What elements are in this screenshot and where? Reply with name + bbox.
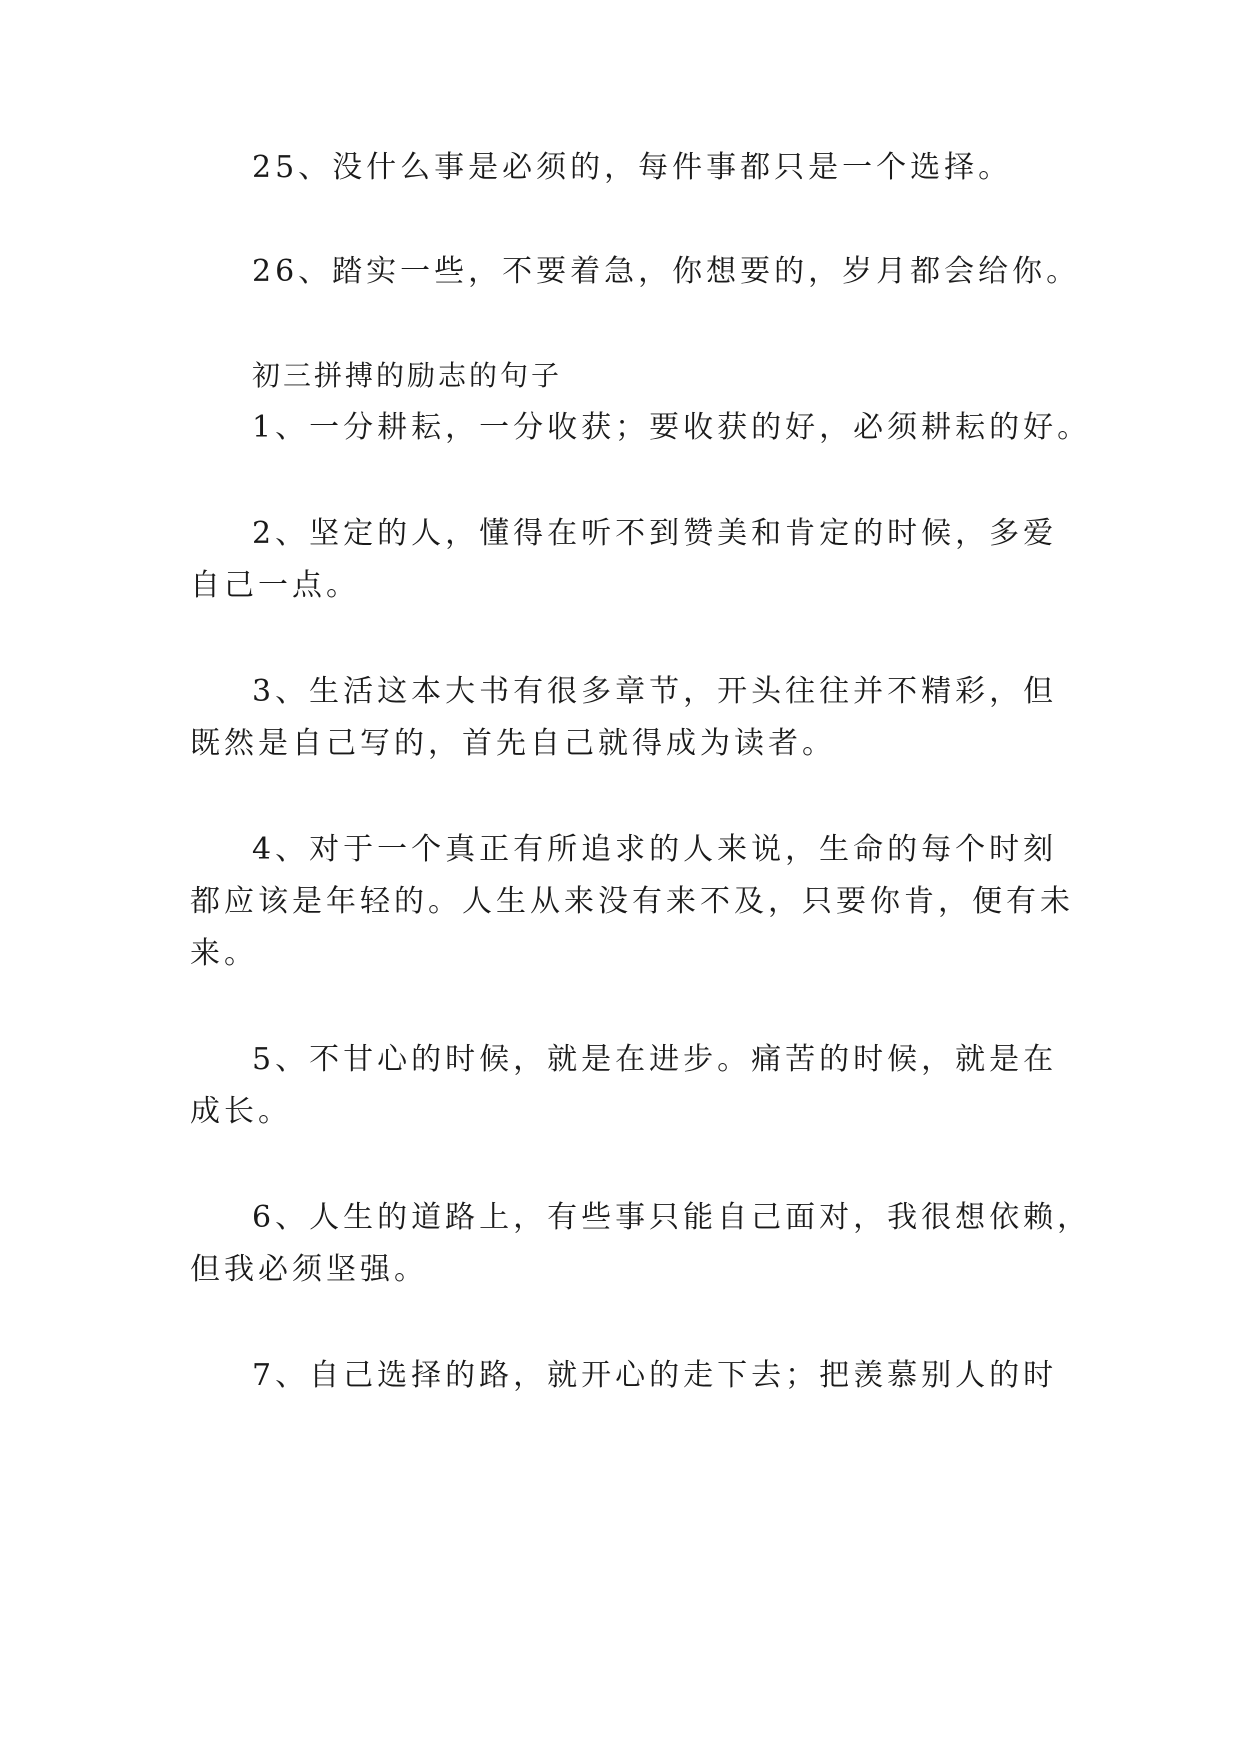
quote-2-line-2: 自己一点。 [190, 568, 360, 603]
quote-3-line-1: 3、生活这本大书有很多章节，开头往往并不精彩，但 [252, 674, 1058, 709]
quote-4-line-3: 来。 [190, 936, 258, 971]
quote-26: 26、踏实一些，不要着急，你想要的，岁月都会给你。 [252, 254, 1081, 289]
section-heading: 初三拼搏的励志的句子 [252, 359, 563, 392]
quote-3-line-2: 既然是自己写的，首先自己就得成为读者。 [190, 726, 836, 761]
quote-2-line-1: 2、坚定的人，懂得在听不到赞美和肯定的时候，多爱 [252, 516, 1058, 551]
quote-7-line-1: 7、自己选择的路，就开心的走下去；把羡慕别人的时 [252, 1358, 1058, 1393]
quote-4-line-2: 都应该是年轻的。人生从来没有来不及，只要你肯，便有未 [190, 884, 1074, 919]
quote-1: 1、一分耕耘，一分收获；要收获的好，必须耕耘的好。 [252, 410, 1092, 445]
quote-5-line-1: 5、不甘心的时候，就是在进步。痛苦的时候，就是在 [252, 1042, 1058, 1077]
quote-4-line-1: 4、对于一个真正有所追求的人来说，生命的每个时刻 [252, 832, 1058, 867]
quote-6-line-2: 但我必须坚强。 [190, 1252, 428, 1287]
quote-6-line-1: 6、人生的道路上，有些事只能自己面对，我很想依赖， [252, 1200, 1092, 1235]
quote-5-line-2: 成长。 [190, 1094, 292, 1129]
quote-25: 25、没什么事是必须的，每件事都只是一个选择。 [252, 150, 1013, 185]
